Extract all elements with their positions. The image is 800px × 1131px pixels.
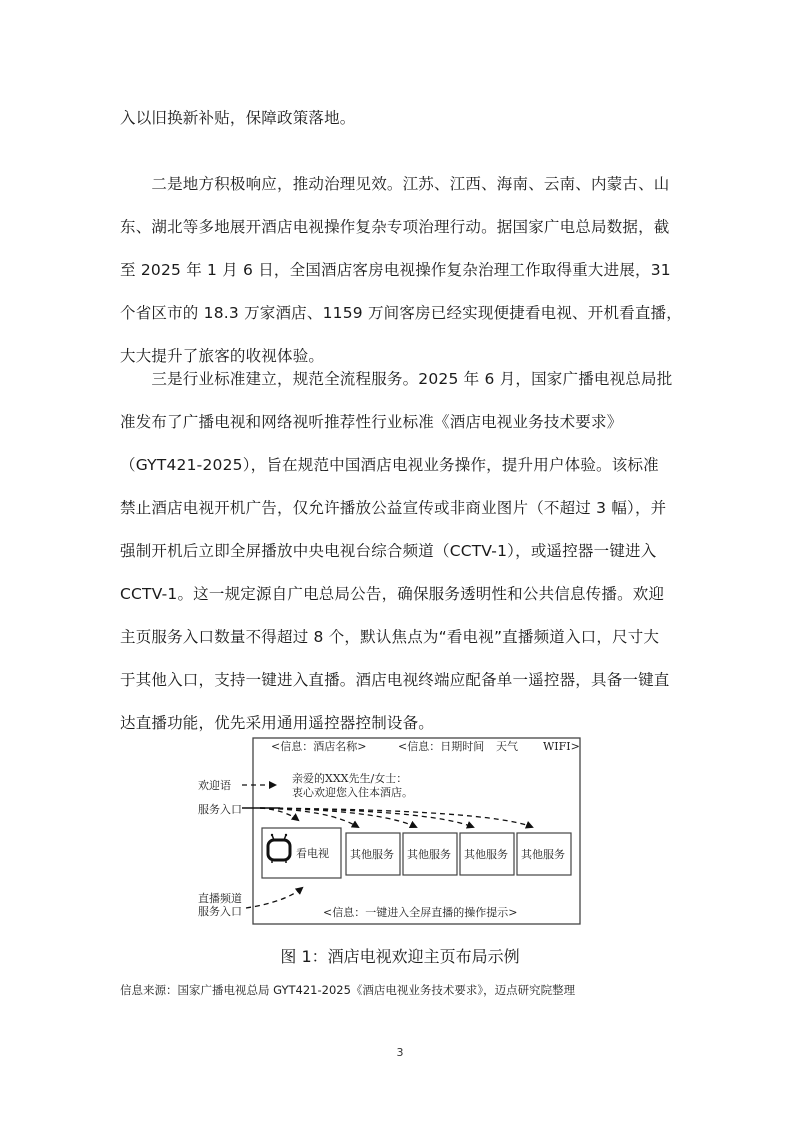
text-line: 入以旧换新补贴，保障政策落地。 [120, 109, 356, 127]
text-line: CCTV-1。这一规定源自广电总局公告，确保服务透明性和公共信息传播。欢迎 [120, 585, 665, 603]
label-live-line-2: 服务入口 [198, 905, 242, 918]
layout-diagram [190, 730, 610, 930]
label-service-entry: 服务入口 [198, 803, 242, 816]
text-line: 个省区市的 18.3 万家酒店、1159 万间客房已经实现便捷看电视、开机看直播， [120, 304, 682, 322]
info-wifi: WIFI> [543, 740, 580, 753]
label-welcome: 欢迎语 [198, 779, 231, 792]
info-hotel-name: <信息：酒店名称> [271, 740, 367, 753]
info-weather: 天气 [496, 740, 518, 753]
text-line: 主页服务入口数量不得超过 8 个，默认焦点为“看电视”直播频道入口，尺寸大 [120, 628, 660, 646]
text-line: 二是地方积极响应，推动治理见效。江苏、江西、海南、云南、内蒙古、山 [120, 175, 670, 193]
paragraph-3 [120, 358, 685, 745]
text-line: 禁止酒店电视开机广告，仅允许播放公益宣传或非商业图片（不超过 3 幅），并 [120, 499, 667, 517]
label-live-line-1: 直播频道 [198, 892, 242, 905]
source-note: 信息来源：国家广播电视总局 GYT421-2025《酒店电视业务技术要求》，迈点研究院整理 [120, 983, 576, 997]
text-line: 三是行业标准建立，规范全流程服务。2025 年 6 月，国家广播电视总局批 [120, 370, 673, 388]
info-datetime: <信息：日期时间 [398, 740, 485, 753]
greeting-line-2: 衷心欢迎您入住本酒店。 [292, 786, 413, 799]
figure-caption: 图 1：酒店电视欢迎主页布局示例 [280, 947, 520, 966]
paragraph-1 [120, 97, 685, 140]
text-line: 准发布了广播电视和网络视听推荐性行业标准《酒店电视业务技术要求》 [120, 413, 623, 431]
tile-other-service-label: 其他服务 [407, 848, 451, 861]
bottom-hint: <信息：一键进入全屏直播的操作提示> [323, 906, 518, 919]
page-number: 3 [396, 1046, 404, 1059]
text-line: 大大提升了旅客的收视体验。 [120, 347, 325, 365]
paragraph-2 [120, 163, 685, 378]
text-line: 于其他入口，支持一键进入直播。酒店电视终端应配备单一遥控器，具备一键直 [120, 671, 670, 689]
text-line: （GYT421-2025），旨在规范中国酒店电视业务操作，提升用户体验。该标准 [120, 456, 659, 474]
layout-diagram-svg [190, 730, 610, 930]
text-line: 达直播功能，优先采用通用遥控器控制设备。 [120, 714, 435, 732]
greeting-line-1: 亲爱的XXX先生/女士： [292, 772, 408, 785]
text-line: 至 2025 年 1 月 6 日，全国酒店客房电视操作复杂治理工作取得重大进展，31 [120, 261, 671, 279]
text-line: 强制开机后立即全屏播放中央电视台综合频道（CCTV-1），或遥控器一键进入 [120, 542, 657, 560]
tile-watch-tv-label: 看电视 [296, 847, 329, 860]
text-line: 东、湖北等多地展开酒店电视操作复杂专项治理行动。据国家广电总局数据，截 [120, 218, 670, 236]
tile-other-service-label: 其他服务 [521, 848, 565, 861]
tile-other-service-label: 其他服务 [464, 848, 508, 861]
tile-other-service-label: 其他服务 [350, 848, 394, 861]
